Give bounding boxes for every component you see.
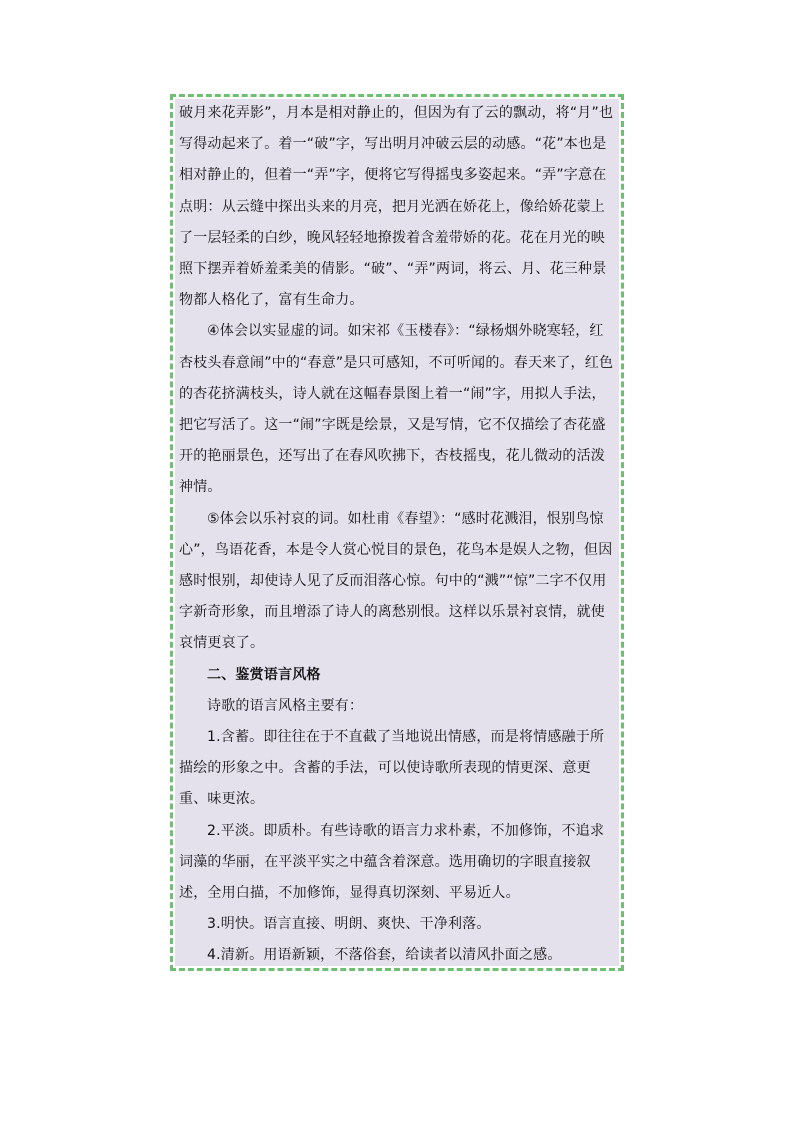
- list-item-4: 4.清新。用语新颖，不落俗套，给读者以清风扑面之感。: [207, 947, 562, 964]
- list-item-1: 1.含蓄。即往往在于不直截了当地说出情感，而是将情感融于所描绘的形象之中。含蓄的手法，可以使诗歌所表现的情更深、意更重、味更浓。: [179, 729, 605, 808]
- paragraph-1: 破月来花弄影”，月本是相对静止的，但因为有了云的飘动，将“月”也写得动起来了。着一“破”字，写出明月冲破云层的动感。“花”本也是相对静止的，但着一“弄”字，便将它写得摇曳多姿起来。“弄”字意在点明：从云缝中探出头来的月亮，把月光洒在娇花上，像给娇花蒙上了一层轻柔的白纱，晚风轻轻地撩拨着含羞带娇的花。花在月光的映照下摆弄着娇羞柔美的倩影。“破”、“弄”两词，将云、月、花三种景物都人格化了，富有生命力。: [179, 105, 614, 309]
- paragraph-intro: 诗歌的语言风格主要有：: [207, 697, 364, 714]
- list-item-3: 3.明快。语言直接、明朗、爽快、干净利落。: [207, 916, 491, 933]
- document-text: [179, 98, 615, 972]
- section-heading: 二、鉴赏语言风格: [207, 666, 321, 683]
- list-item-2: 2.平淡。即质朴。有些诗歌的语言力求朴素，不加修饰，不追求词藻的华丽，在平淡平实之中蕴含着深意。选用确切的字眼直接叙述，全用白描，不加修饰，显得真切深刻、平易近人。: [179, 822, 605, 902]
- paragraph-3: ⑤体会以乐衬哀的词。如杜甫《春望》：“感时花溅泪，恨别鸟惊心”，鸟语花香，本是令人赏心悦目的景色，花鸟本是娱人之物，但因感时恨别，却使诗人见了反而泪落心惊。句中的“溅”“惊”二字不仅用字新奇形象，而且增添了诗人的离愁别恨。这样以乐景衬哀情，就使哀情更哀了。: [179, 510, 613, 652]
- paragraph-2: ④体会以实显虚的词。如宋祁《玉楼春》：“绿杨烟外晓寒轻，红杏枝头春意闹”中的“春意”是只可感知，不可听闻的。春天来了，红色的杏花挤满枝头，诗人就在这幅春景图上着一“闹”字，用拟人手法，把它写活了。这一“闹”字既是绘景，又是写情，它不仅描绘了杏花盛开的艳丽景色，还写出了在春风吹拂下，杏枝摇曳，花儿微动的活泼神情。: [179, 323, 614, 496]
